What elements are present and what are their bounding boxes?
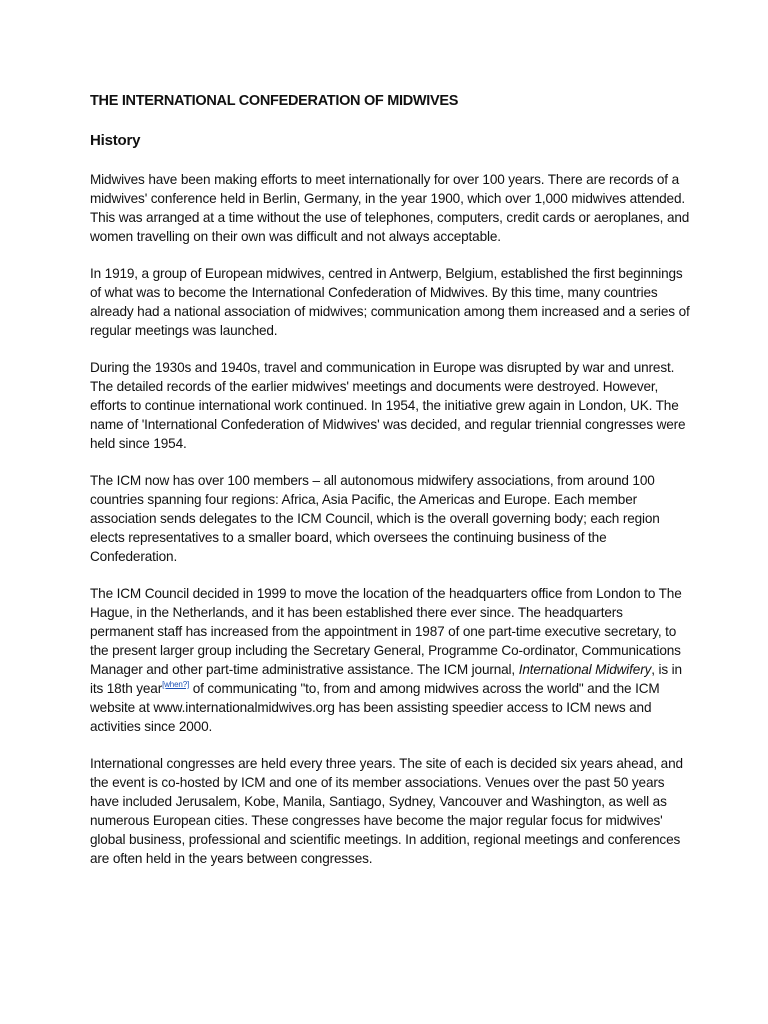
paragraph-3: During the 1930s and 1940s, travel and communication in Europe was disrupted by war and unrest. The detailed records of the earlier midwives' meetings and documents were destroyed. However, efforts to continue international work continued. In 1954, the initiative grew again in London, UK. The name of 'International Confederation of Midwives' was decided, and regular triennial congresses were held since 1954. [90, 360, 686, 451]
paragraph-5-text-c: of communicating "to, from and among midwives across the world" and the ICM website at www.internationalmidwives.org has been assisting speedier access to ICM news and activities since 2000. [90, 681, 660, 734]
paragraph-6: International congresses are held every three years. The site of each is decided six years ahead, and the event is co-hosted by ICM and one of its member associations. Venues over the past 50 years have included Jerusalem, Kobe, Manila, Santiago, Sydney, Vancouver and Washington, as well as numerous European cities. These congresses have become the major regular focus for midwives' global business, professional and scientific meetings. In addition, regional meetings and conferences are often held in the years between congresses. [90, 756, 683, 866]
paragraph-5-text-b: , is in its 18th year [90, 662, 682, 696]
paragraph-1: Midwives have been making efforts to meet internationally for over 100 years. There are records of a midwives' conference held in Berlin, Germany, in the year 1900, which over 1,000 midwives attended. This was arranged at a time without the use of telephones, computers, credit cards or aeroplanes, and women travelling on their own was difficult and not always acceptable. [90, 172, 690, 244]
paragraph-2: In 1919, a group of European midwives, centred in Antwerp, Belgium, established the first beginnings of what was to become the International Confederation of Midwives. By this time, many countries already had a national association of midwives; communication among them increased and a series of regular meetings was launched. [90, 266, 690, 338]
citation-needed-link[interactable]: [when?] [162, 680, 190, 689]
paragraph-5 [90, 584, 690, 736]
document-title: THE INTERNATIONAL CONFEDERATION OF MIDWIVES [90, 93, 459, 109]
journal-name: International Midwifery [518, 662, 652, 677]
paragraph-4: The ICM now has over 100 members – all autonomous midwifery associations, from around 100 countries spanning four regions: Africa, Asia Pacific, the Americas and Europe. Each member association sends delegates to the ICM Council, which is the overall governing body; each region elects representatives to a smaller board, which oversees the continuing business of the Confederation. [90, 473, 660, 564]
paragraph-5-text-a: The ICM Council decided in 1999 to move the location of the headquarters office from London to The Hague, in the Netherlands, and it has been established there ever since. The headquarters permanent staff has increased from the appointment in 1987 of one part-time executive secretary, to the present larger group including the Secretary General, Programme Co-ordinator, Communications Manager and other part-time administrative assistance. The ICM journal, [90, 586, 682, 677]
section-heading-history: History [90, 132, 141, 149]
document-page [90, 92, 690, 886]
